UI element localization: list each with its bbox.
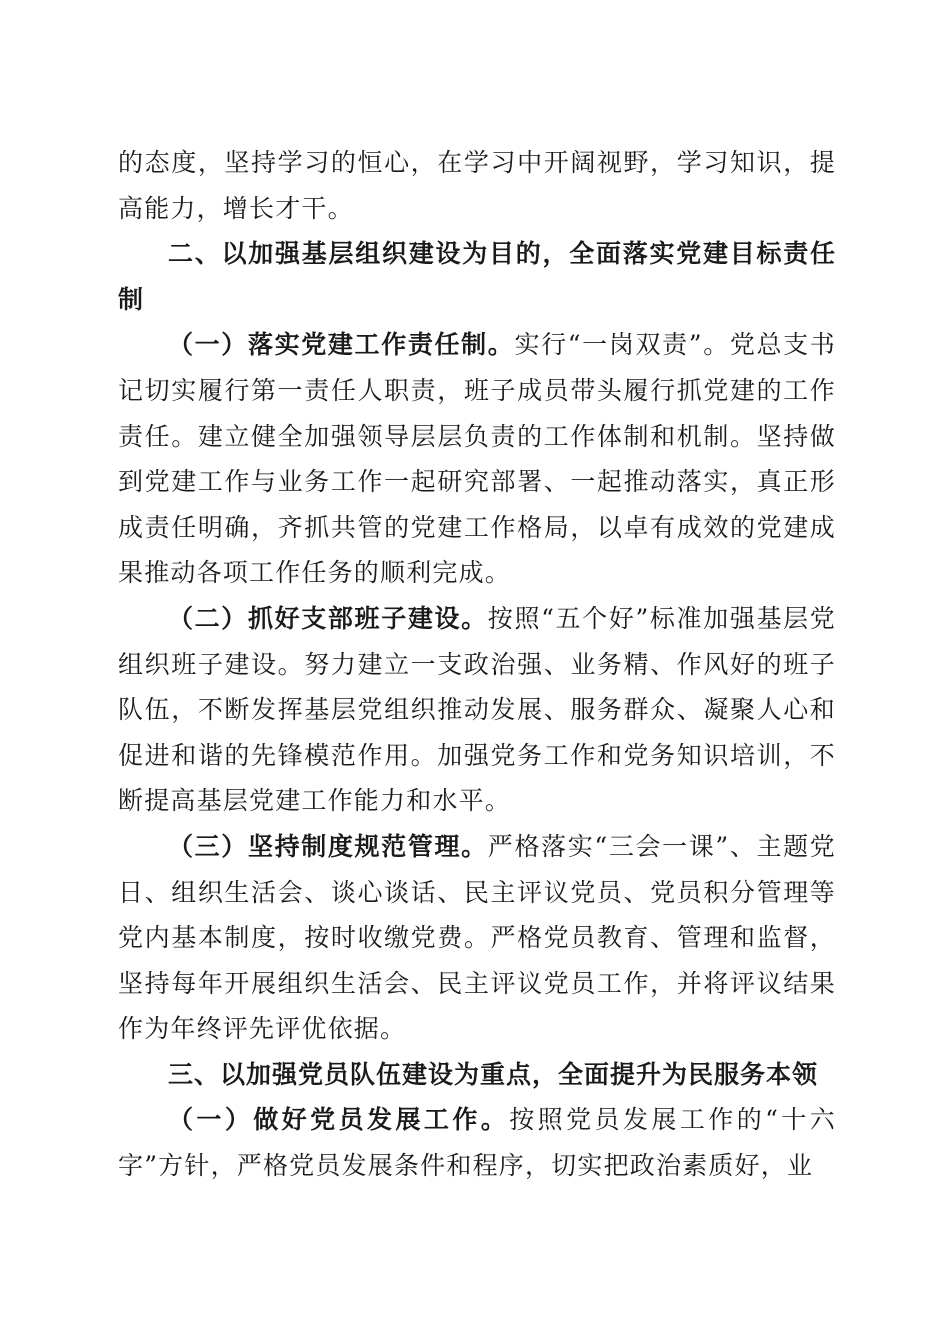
paragraph-2-2: [118, 596, 836, 824]
paragraph-2-1: [118, 322, 836, 596]
paragraph-text: 实行“一岗双责”。党总支书记切实履行第一责任人职责，班子成员带头履行抓党建的工作责任。建立健全加强领导层层负责的工作体制和机制。坚持做到党建工作与业务工作一起研究部署、一起推动落实，真正形成责任明确，齐抓共管的党建工作格局，以卓有成效的党建成果推动各项工作任务的顺利完成。: [118, 330, 836, 588]
paragraph-text: 严格落实“三会一课”、主题党日、组织生活会、谈心谈话、民主评议党员、党员积分管理等党内基本制度，按时收缴党费。严格党员教育、管理和监督，坚持每年开展组织生活会、民主评议党员工作，并将评议结果作为年终评先评优依据。: [118, 831, 836, 1044]
section-heading-2: [118, 231, 836, 322]
subsection-label: （三）坚持制度规范管理。: [168, 831, 488, 861]
heading-text: 二、以加强基层组织建设为目的，全面落实党建目标责任制: [118, 239, 836, 314]
paragraph-2-3: [118, 824, 836, 1052]
paragraph-continuation: [118, 140, 836, 231]
heading-text: 三、以加强党员队伍建设为重点，全面提升为民服务本领: [168, 1059, 819, 1089]
paragraph-text: 按照党员发展工作的“十六字”方针，严格党员发展条件和程序，切实把政治素质好，业: [118, 1105, 837, 1181]
section-heading-3: [118, 1052, 836, 1098]
paragraph-text: 按照“五个好”标准加强基层党组织班子建设。努力建立一支政治强、业务精、作风好的班子队伍，不断发挥基层党组织推动发展、服务群众、凝聚人心和促进和谐的先锋模范作用。加强党务工作和党务知识培训，不断提高基层党建工作能力和水平。: [118, 603, 836, 816]
paragraph-text: 的态度，坚持学习的恒心，在学习中开阔视野，学习知识，提高能力，增长才干。: [118, 148, 836, 223]
document-body: [118, 140, 836, 1189]
paragraph-3-1: [118, 1097, 836, 1188]
subsection-label: （一）做好党员发展工作。: [168, 1105, 510, 1135]
subsection-label: （一）落实党建工作责任制。: [168, 330, 515, 360]
subsection-label: （二）抓好支部班子建设。: [168, 603, 488, 633]
